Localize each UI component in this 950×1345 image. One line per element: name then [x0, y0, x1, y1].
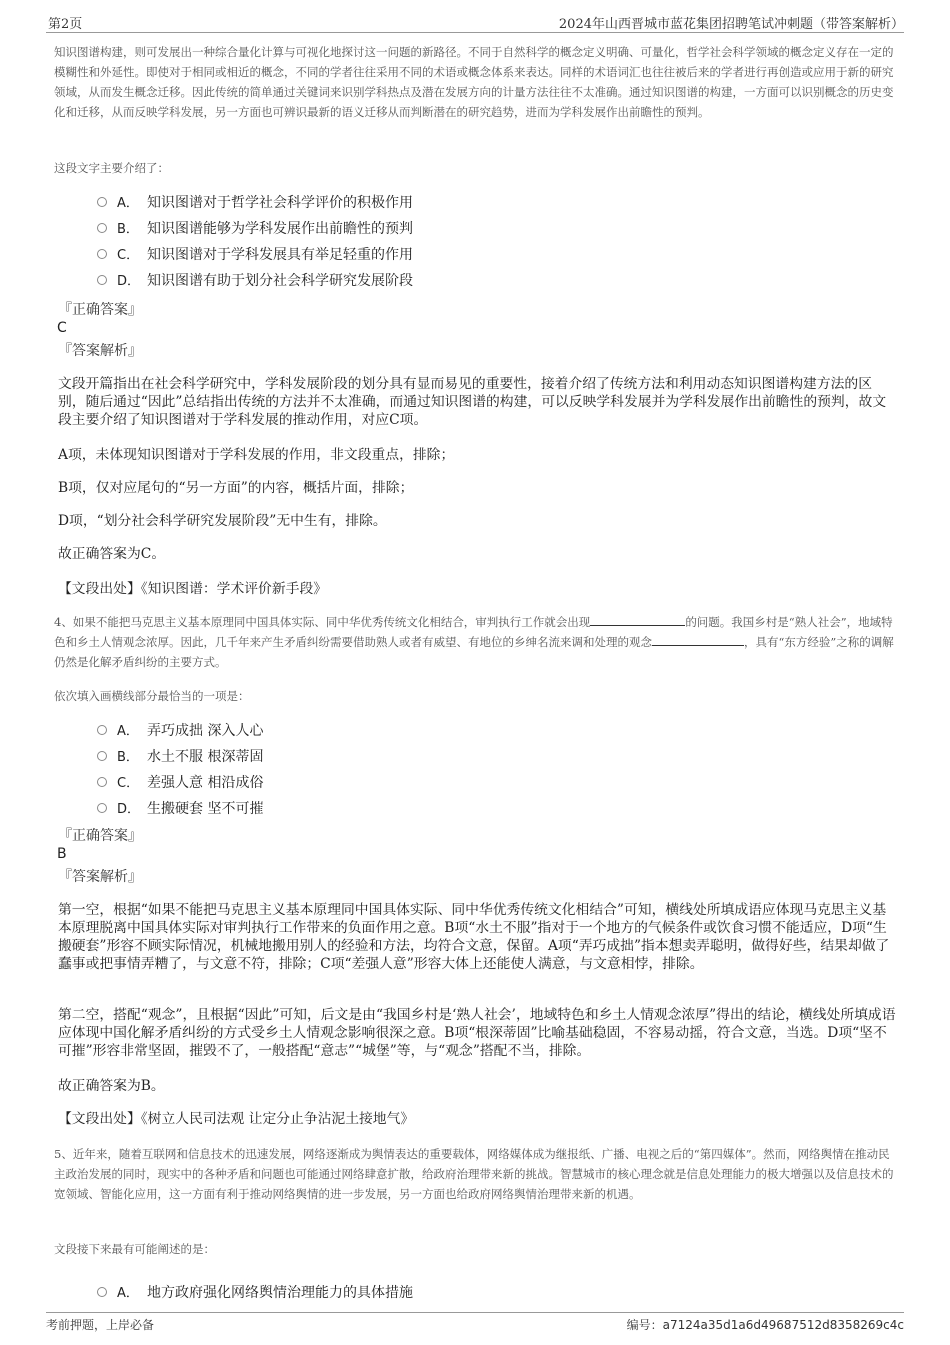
option-letter: A．	[117, 1286, 139, 1301]
q3-passage: 知识图谱构建，则可发展出一种综合量化计算与可视化地探讨这一问题的新路径。不同于自然科学的概念定义明确、可量化，哲学社会科学领域的概念定义存在一定的模糊性和外延性。即使对于相同或相近的概念，不同的学者往往采用不同的术语或概念体系来表达。同样的术语词汇也往往被后来的学者进行再创造或应用于新的研究领域，从而发生概念迁移。因此传统的简单通过关键词来识别学科热点及潜在发展方向的计量方法往往不太准确。通过知识图谱的构建，一方面可以识别概念的历史变化和迁移，从而反映学科发展，另一方面也可辨识最新的语义迁移从而判断潜在的研究趋势，进而为学科发展作出前瞻性的预判。	[54, 45, 894, 119]
blank-line-2	[652, 633, 744, 646]
radio-icon[interactable]	[97, 275, 107, 285]
option-letter: B．	[117, 750, 139, 765]
option-letter: A．	[117, 196, 139, 211]
radio-icon[interactable]	[97, 725, 107, 735]
q3-analysis-b: B项，仅对应尾句的“另一方面”的内容，概括片面，排除；	[58, 480, 414, 496]
q4-analysis-first-blank: 第一空，根据“如果不能把马克思主义基本原理同中国具体实际、同中华优秀传统文化相结合”可知，横线处所填成语应体现马克思主义基本原理脱离中国具体实际对审判执行工作带来的负面作用之意。B项“水土不服”指对于一个地方的气候条件或饮食习惯不能适应，D项“生搬硬套”形容不顾实际情况，机械地搬用别人的经验和方法，均符合文意，保留。A项“弄巧成拙”指本想卖弄聪明，做得好些，结果却做了蠢事或把事情弄糟了，与文意不符，排除；C项“差强人意”形容大体上还能使人满意，与文意相悖，排除。	[58, 902, 890, 972]
q3-option-a[interactable]	[97, 193, 413, 213]
q4-analysis-second-blank: 第二空，搭配“观念”，且根据“因此”可知，后文是由“我国乡村是‘熟人社会’，地域特色和乡土人情观念浓厚”得出的结论，横线处所填成语应体现中国化解矛盾纠纷的方式受乡土人情观念影响很深之意。B项“根深蒂固”比喻基础稳固，不容易动摇，符合文意，当选。D项“坚不可摧”形容非常坚固，摧毁不了，一般搭配“意志”“城堡”等，与“观念”搭配不当，排除。	[58, 1007, 896, 1059]
q3-option-b[interactable]	[97, 219, 413, 239]
q4-answer-label: 『正确答案』	[58, 828, 142, 844]
q3-option-c[interactable]	[97, 245, 413, 265]
q3-conclusion: 故正确答案为C。	[58, 546, 166, 562]
radio-icon[interactable]	[97, 803, 107, 813]
q4-conclusion: 故正确答案为B。	[58, 1078, 165, 1094]
option-text: 知识图谱对于学科发展具有举足轻重的作用	[147, 247, 413, 263]
q4-stem-part1: 4、如果不能把马克思主义基本原理同中国具体实际、同中华优秀传统文化相结合，审判执行工作就会出现	[54, 615, 591, 629]
q3-option-d[interactable]	[97, 271, 413, 291]
q3-answer-label: 『正确答案』	[58, 302, 142, 318]
document-id	[627, 1316, 904, 1333]
page-footer	[46, 1312, 904, 1333]
blank-line-1	[590, 613, 685, 626]
option-letter: D．	[117, 802, 141, 817]
q4-source: 【文段出处】《树立人民司法观 让定分止争沾泥土接地气》	[58, 1111, 415, 1127]
document-title: 2024年山西晋城市蓝花集团招聘笔试冲刺题（带答案解析）	[558, 17, 904, 32]
page-header	[46, 10, 904, 33]
q3-analysis-d: D项，“划分社会科学研究发展阶段”无中生有，排除。	[58, 513, 387, 529]
q3-prompt: 这段文字主要介绍了：	[54, 161, 169, 175]
q4-option-a[interactable]	[97, 721, 263, 741]
option-text: 地方政府强化网络舆情治理能力的具体措施	[147, 1285, 413, 1301]
option-text: 弄巧成拙 深入人心	[147, 723, 264, 739]
option-text: 知识图谱有助于划分社会科学研究发展阶段	[147, 273, 413, 289]
q3-analysis-label: 『答案解析』	[58, 343, 142, 359]
q3-source: 【文段出处】《知识图谱：学术评价新手段》	[58, 581, 328, 597]
radio-icon[interactable]	[97, 223, 107, 233]
q5-stem: 5、近年来，随着互联网和信息技术的迅速发展，网络逐渐成为舆情表达的重要载体，网络媒体成为继报纸、广播、电视之后的“第四媒体”。然而，网络舆情在推动民主政治发展的同时，现实中的各种矛盾和问题也可能通过网络肆意扩散，给政府治理带来新的挑战。智慧城市的核心理念就是信息处理能力的极大增强以及信息技术的宽领域、智能化应用，这一方面有利于推动网络舆情的进一步发展，另一方面也给政府网络舆情治理带来新的机遇。	[54, 1147, 894, 1201]
q4-option-d[interactable]	[97, 799, 263, 819]
option-text: 知识图谱能够为学科发展作出前瞻性的预判	[147, 221, 413, 237]
q4-stem-part2: 的问题。我国乡村是“熟人社会”，地域特色和乡土人情观念浓厚。因此，几千年来产生矛盾纠纷需要借助熟人或者有威望、有地位的乡绅名流来调和处理的观念	[54, 615, 893, 649]
document-id-label: 编号：	[626, 1318, 663, 1332]
option-letter: B．	[117, 222, 139, 237]
q3-analysis-main: 文段开篇指出在社会科学研究中，学科发展阶段的划分具有显而易见的重要性，接着介绍了传统方法和利用动态知识图谱构建方法的区别，随后通过“因此”总结指出传统的方法并不太准确，而通过知识图谱的构建，可以反映学科发展并为学科发展作出前瞻性的预判，故文段主要介绍了知识图谱对于学科发展的推动作用，对应C项。	[58, 376, 887, 428]
q5-option-a[interactable]	[97, 1283, 413, 1303]
q4-answer: B	[57, 846, 67, 862]
q4-stem	[54, 612, 900, 672]
q4-option-b[interactable]	[97, 747, 263, 767]
radio-icon[interactable]	[97, 1287, 107, 1297]
radio-icon[interactable]	[97, 777, 107, 787]
option-text: 水土不服 根深蒂固	[147, 749, 264, 765]
footer-slogan: 考前押题，上岸必备	[46, 1318, 155, 1332]
radio-icon[interactable]	[97, 249, 107, 259]
q3-analysis-a: A项，未体现知识图谱对于学科发展的作用，非文段重点，排除；	[58, 447, 455, 463]
option-letter: C．	[117, 248, 140, 263]
q5-prompt: 文段接下来最有可能阐述的是：	[54, 1242, 215, 1256]
page-number: 第2页	[48, 17, 83, 32]
option-letter: C．	[117, 776, 140, 791]
q4-stem-part3: ，具有“东方经验”之称的调解仍然是化解矛盾纠纷的主要方式。	[54, 635, 894, 669]
option-letter: A．	[117, 724, 139, 739]
document-id-value: a7124a35d1a6d49687512d8358269c4c	[662, 1318, 904, 1332]
option-text: 差强人意 相沿成俗	[147, 775, 264, 791]
option-text: 生搬硬套 坚不可摧	[147, 801, 264, 817]
radio-icon[interactable]	[97, 197, 107, 207]
q4-option-c[interactable]	[97, 773, 263, 793]
option-letter: D．	[117, 274, 141, 289]
radio-icon[interactable]	[97, 751, 107, 761]
q3-answer: C	[57, 320, 67, 336]
q4-prompt: 依次填入画横线部分最恰当的一项是：	[54, 689, 250, 703]
q4-analysis-label: 『答案解析』	[58, 869, 142, 885]
option-text: 知识图谱对于哲学社会科学评价的积极作用	[147, 195, 413, 211]
